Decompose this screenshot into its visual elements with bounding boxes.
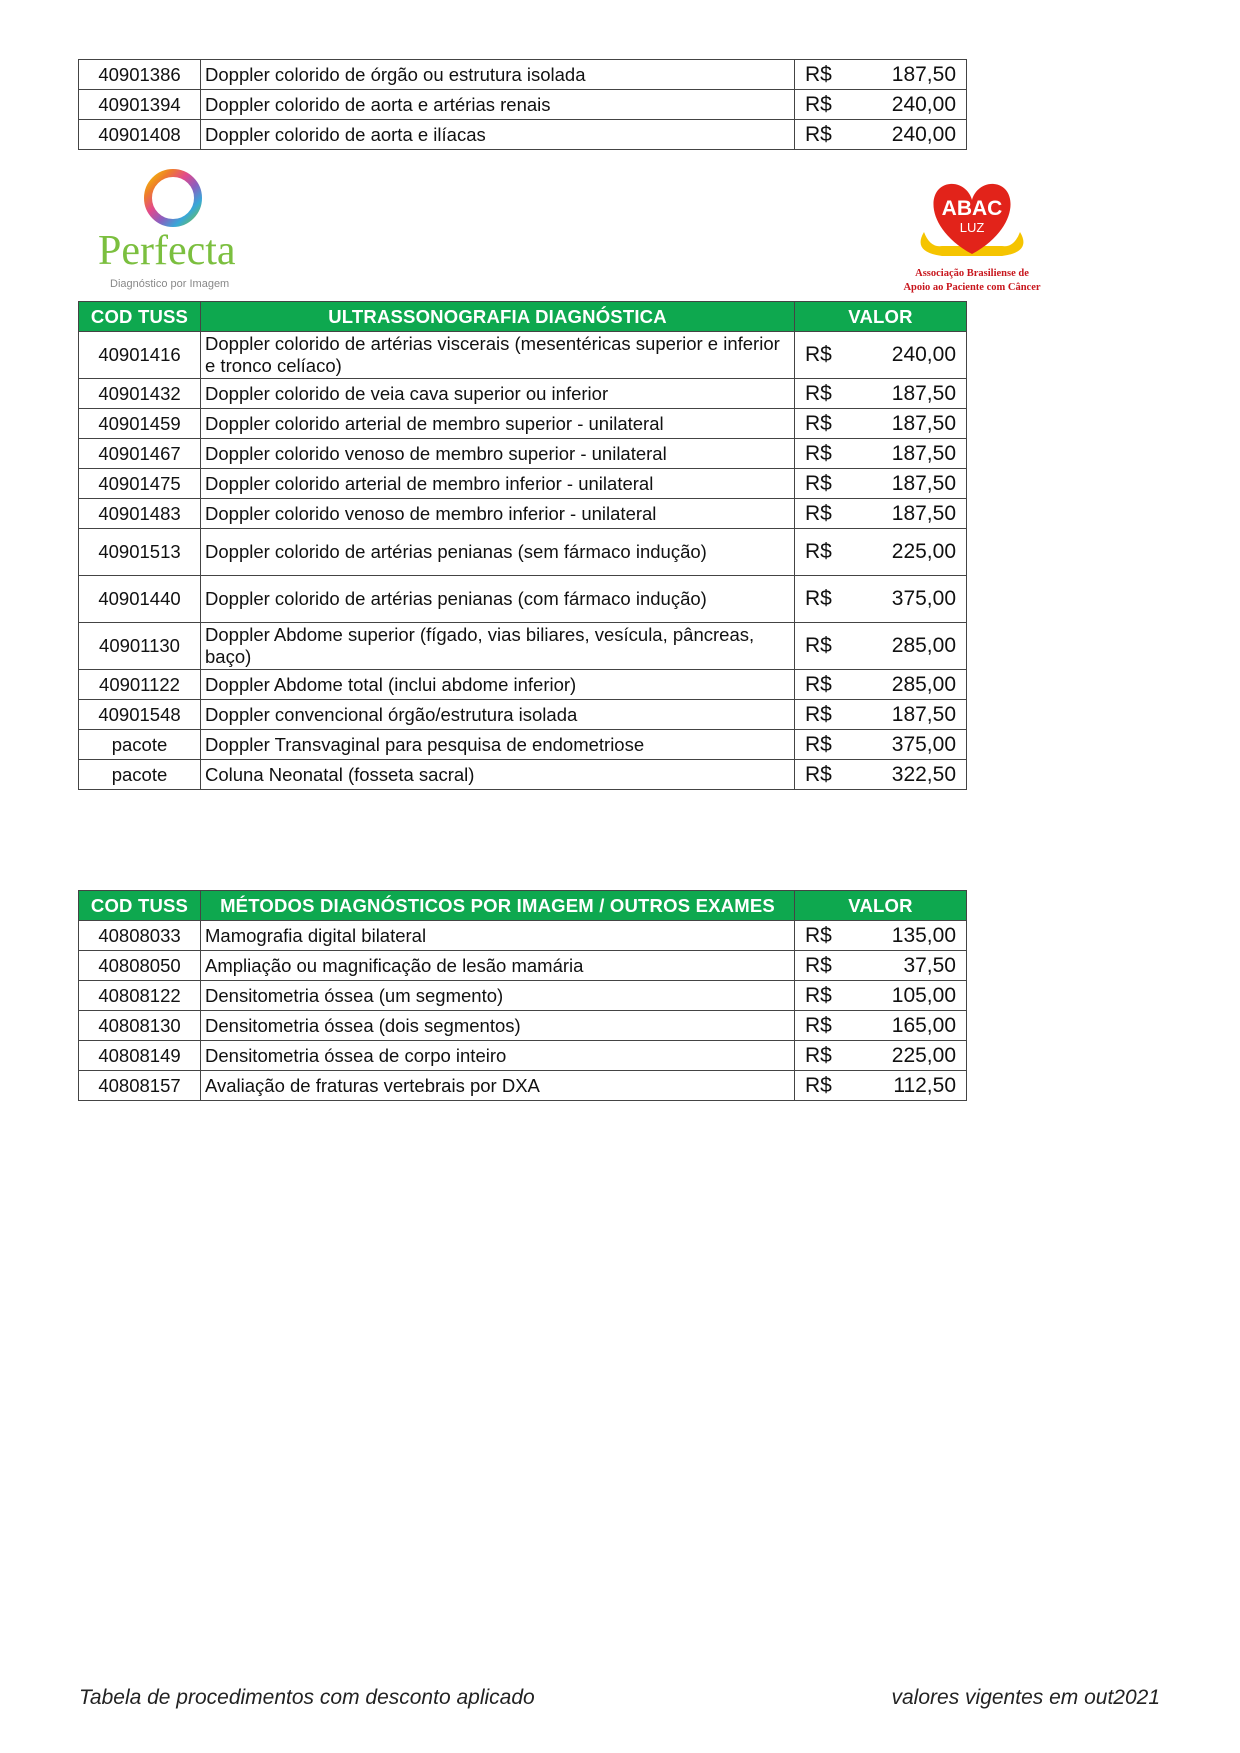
price-value: 187,50 — [891, 381, 956, 405]
price-cell — [795, 409, 967, 439]
currency-symbol: R$ — [805, 953, 832, 977]
cod-tuss: pacote — [79, 760, 201, 790]
table-row — [79, 1071, 967, 1101]
procedure-description: Doppler colorido de artérias viscerais (mesentéricas superior e inferior e tronco celíaco) — [201, 332, 795, 379]
table-row — [79, 1011, 967, 1041]
cod-tuss: 40901467 — [79, 439, 201, 469]
perfecta-wordmark: Perfecta — [98, 228, 236, 274]
price-value: 135,00 — [891, 923, 956, 947]
price-value: 240,00 — [891, 122, 956, 146]
procedure-description: Densitometria óssea (um segmento) — [201, 981, 795, 1011]
procedure-description: Doppler colorido venoso de membro superior - unilateral — [201, 439, 795, 469]
price-table-top — [78, 59, 967, 150]
perfecta-logo — [96, 166, 256, 294]
procedure-description: Ampliação ou magnificação de lesão mamária — [201, 951, 795, 981]
table-row — [79, 623, 967, 670]
procedure-description: Doppler Abdome superior (fígado, vias biliares, vesícula, pâncreas, baço) — [201, 623, 795, 670]
cod-tuss: 40808033 — [79, 921, 201, 951]
cod-tuss: 40808122 — [79, 981, 201, 1011]
table-row — [79, 981, 967, 1011]
currency-symbol: R$ — [805, 923, 832, 947]
price-value: 187,50 — [891, 411, 956, 435]
currency-symbol: R$ — [805, 732, 832, 756]
procedure-description: Doppler colorido de aorta e artérias renais — [201, 90, 795, 120]
price-cell — [795, 1041, 967, 1071]
procedure-description: Doppler colorido de veia cava superior ou inferior — [201, 379, 795, 409]
price-cell — [795, 60, 967, 90]
price-cell — [795, 120, 967, 150]
abac-name-line2: Apoio ao Paciente com Câncer — [903, 282, 1041, 293]
currency-symbol: R$ — [805, 411, 832, 435]
header-valor: VALOR — [795, 891, 967, 921]
price-cell — [795, 623, 967, 670]
price-value: 187,50 — [891, 501, 956, 525]
price-cell — [795, 576, 967, 623]
cod-tuss: 40901122 — [79, 670, 201, 700]
currency-symbol: R$ — [805, 702, 832, 726]
abac-luz-text: LUZ — [959, 220, 985, 235]
price-cell — [795, 439, 967, 469]
footer-right-note: valores vigentes em out2021 — [891, 1686, 1160, 1709]
price-cell — [795, 951, 967, 981]
price-value: 225,00 — [891, 540, 956, 563]
price-value: 375,00 — [891, 732, 956, 756]
price-cell — [795, 90, 967, 120]
table-row — [79, 1041, 967, 1071]
table-row — [79, 379, 967, 409]
currency-symbol: R$ — [805, 381, 832, 405]
currency-symbol: R$ — [805, 92, 832, 116]
cod-tuss: 40808157 — [79, 1071, 201, 1101]
price-cell — [795, 670, 967, 700]
cod-tuss: 40808130 — [79, 1011, 201, 1041]
procedure-description: Doppler Transvaginal para pesquisa de endometriose — [201, 730, 795, 760]
procedure-description: Doppler colorido arterial de membro superior - unilateral — [201, 409, 795, 439]
cod-tuss: 40901548 — [79, 700, 201, 730]
heart-hands-icon — [884, 174, 1064, 298]
procedure-description: Doppler Abdome total (inclui abdome inferior) — [201, 670, 795, 700]
table-row — [79, 576, 967, 623]
cod-tuss: 40901475 — [79, 469, 201, 499]
cod-tuss: 40901394 — [79, 90, 201, 120]
price-value: 322,50 — [891, 762, 956, 786]
currency-symbol: R$ — [805, 62, 832, 86]
currency-symbol: R$ — [805, 501, 832, 525]
price-cell — [795, 700, 967, 730]
currency-symbol: R$ — [805, 122, 832, 146]
table-row — [79, 700, 967, 730]
price-value: 375,00 — [891, 587, 956, 610]
price-value: 285,00 — [891, 672, 956, 696]
currency-symbol: R$ — [805, 540, 832, 563]
price-value: 285,00 — [891, 634, 956, 657]
currency-symbol: R$ — [805, 471, 832, 495]
footer-left-note: Tabela de procedimentos com desconto aplicado — [79, 1686, 535, 1709]
header-section-title: ULTRASSONOGRAFIA DIAGNÓSTICA — [201, 302, 795, 332]
procedure-description: Doppler colorido arterial de membro inferior - unilateral — [201, 469, 795, 499]
price-value: 165,00 — [891, 1013, 956, 1037]
cod-tuss: 40901459 — [79, 409, 201, 439]
abac-wordmark: ABAC — [941, 197, 1003, 220]
procedure-description: Doppler colorido de artérias penianas (sem fármaco indução) — [201, 529, 795, 576]
procedure-description: Densitometria óssea de corpo inteiro — [201, 1041, 795, 1071]
currency-symbol: R$ — [805, 441, 832, 465]
price-table-ultrassonografia — [78, 301, 967, 790]
price-cell — [795, 1071, 967, 1101]
table-row — [79, 60, 967, 90]
table-row — [79, 499, 967, 529]
abac-name-line1: Associação Brasiliense de — [915, 268, 1029, 279]
procedure-description: Doppler colorido venoso de membro inferior - unilateral — [201, 499, 795, 529]
procedure-description: Densitometria óssea (dois segmentos) — [201, 1011, 795, 1041]
price-cell — [795, 499, 967, 529]
price-cell — [795, 921, 967, 951]
currency-symbol: R$ — [805, 672, 832, 696]
price-value: 187,50 — [891, 702, 956, 726]
perfecta-ring-icon — [96, 166, 256, 294]
procedure-description: Mamografia digital bilateral — [201, 921, 795, 951]
cod-tuss: 40901130 — [79, 623, 201, 670]
procedure-description: Doppler colorido de órgão ou estrutura isolada — [201, 60, 795, 90]
cod-tuss: pacote — [79, 730, 201, 760]
price-cell — [795, 760, 967, 790]
cod-tuss: 40901408 — [79, 120, 201, 150]
cod-tuss: 40901432 — [79, 379, 201, 409]
currency-symbol: R$ — [805, 343, 832, 366]
price-cell — [795, 379, 967, 409]
price-value: 112,50 — [893, 1073, 956, 1097]
price-value: 187,50 — [891, 471, 956, 495]
price-cell — [795, 332, 967, 379]
currency-symbol: R$ — [805, 634, 832, 657]
price-value: 240,00 — [891, 343, 956, 366]
price-cell — [795, 1011, 967, 1041]
price-cell — [795, 529, 967, 576]
table-row — [79, 670, 967, 700]
abac-luz-logo — [884, 174, 1064, 298]
procedure-description: Coluna Neonatal (fosseta sacral) — [201, 760, 795, 790]
currency-symbol: R$ — [805, 983, 832, 1007]
procedure-description: Doppler colorido de artérias penianas (com fármaco indução) — [201, 576, 795, 623]
cod-tuss: 40901386 — [79, 60, 201, 90]
table-row — [79, 332, 967, 379]
cod-tuss: 40901483 — [79, 499, 201, 529]
procedure-description: Doppler colorido de aorta e ilíacas — [201, 120, 795, 150]
price-value: 240,00 — [891, 92, 956, 116]
price-value: 225,00 — [891, 1043, 956, 1067]
currency-symbol: R$ — [805, 587, 832, 610]
header-cod-tuss: COD TUSS — [79, 891, 201, 921]
price-table-imagem — [78, 890, 967, 1101]
price-value: 187,50 — [891, 62, 956, 86]
header-valor: VALOR — [795, 302, 967, 332]
currency-symbol: R$ — [805, 762, 832, 786]
price-cell — [795, 981, 967, 1011]
table-row — [79, 469, 967, 499]
cod-tuss: 40808149 — [79, 1041, 201, 1071]
table-row — [79, 409, 967, 439]
currency-symbol: R$ — [805, 1073, 832, 1097]
table-row — [79, 439, 967, 469]
currency-symbol: R$ — [805, 1013, 832, 1037]
perfecta-tagline: Diagnóstico por Imagem — [110, 278, 230, 290]
table-row — [79, 921, 967, 951]
currency-symbol: R$ — [805, 1043, 832, 1067]
price-value: 37,50 — [903, 953, 956, 977]
price-cell — [795, 730, 967, 760]
table-row — [79, 760, 967, 790]
header-cod-tuss: COD TUSS — [79, 302, 201, 332]
table-row — [79, 90, 967, 120]
table-row — [79, 951, 967, 981]
table-row — [79, 529, 967, 576]
cod-tuss: 40808050 — [79, 951, 201, 981]
cod-tuss: 40901440 — [79, 576, 201, 623]
cod-tuss: 40901416 — [79, 332, 201, 379]
price-value: 105,00 — [891, 983, 956, 1007]
table-row — [79, 120, 967, 150]
procedure-description: Doppler convencional órgão/estrutura isolada — [201, 700, 795, 730]
price-cell — [795, 469, 967, 499]
header-section-title: MÉTODOS DIAGNÓSTICOS POR IMAGEM / OUTROS EXAMES — [201, 891, 795, 921]
cod-tuss: 40901513 — [79, 529, 201, 576]
price-value: 187,50 — [891, 441, 956, 465]
procedure-description: Avaliação de fraturas vertebrais por DXA — [201, 1071, 795, 1101]
table-row — [79, 730, 967, 760]
